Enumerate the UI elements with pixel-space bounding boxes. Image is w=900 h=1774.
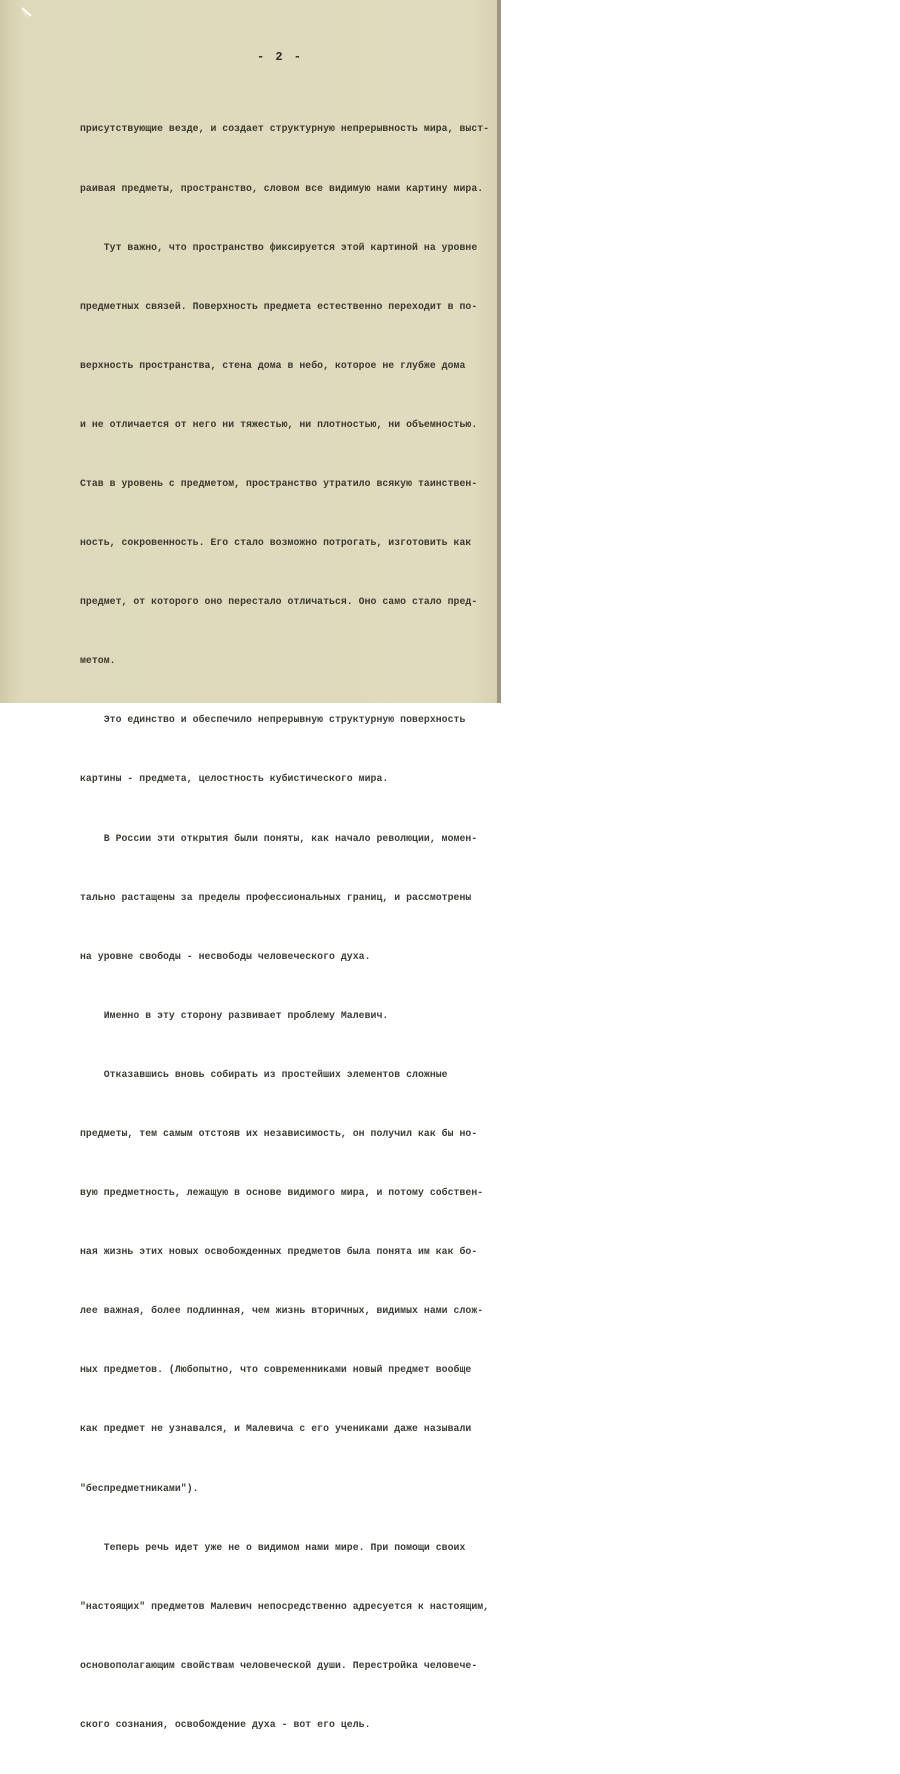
text-line: ная жизнь этих новых освобожденных предметов была понята им как бо- [80, 1246, 478, 1258]
text-line: "беспредметниками"). [80, 1482, 199, 1494]
text-line: присутствующие везде, и создает структурную непрерывность мира, выст- [80, 123, 490, 135]
text-line: предмет, от которого оно перестало отличаться. Оно само стало пред- [80, 596, 478, 608]
text-line: ского сознания, освобождение духа - вот его цель. [80, 1718, 371, 1730]
text-line: как предмет не узнавался, и Малевича с его учениками даже называли [80, 1423, 472, 1435]
text-line: Это единство и обеспечило непрерывную структурную поверхность [80, 714, 466, 726]
text-line: Став в уровень с предметом, пространство утратило всякую таинствен- [80, 477, 478, 489]
text-line: предметных связей. Поверхность предмета естественно переходит в по- [80, 300, 478, 312]
text-line: метом. [80, 655, 116, 667]
text-line: Тут важно, что пространство фиксируется этой картиной на уровне [80, 241, 478, 253]
text-line: Именно в эту сторону развивает проблему Малевич. [80, 1009, 389, 1021]
text-line: лее важная, более подлинная, чем жизнь вторичных, видимых нами слож- [80, 1305, 484, 1317]
paper-edge [497, 0, 501, 703]
text-line: тально растащены за пределы профессиональных границ, и рассмотрены [80, 891, 472, 903]
text-line: верхность пространства, стена дома в небо, которое не глубже дома [80, 359, 466, 371]
text-line: и не отличается от него ни тяжестью, ни плотностью, ни объемностью. [80, 418, 478, 430]
text-line: "настоящих" предметов Малевич непосредственно адресуется к настоящим, [80, 1600, 490, 1612]
page-number: - 2 - [256, 50, 303, 64]
text-line: Теперь речь идет уже не о видимом нами мире. При помощи своих [80, 1541, 466, 1553]
body-text [80, 80, 500, 1774]
text-line: основополагающим свойствам человеческой души. Перестройка человече- [80, 1659, 478, 1671]
text-line: предметы, тем самым отстояв их независимость, он получил как бы но- [80, 1128, 478, 1139]
text-line: вую предметность, лежащую в основе видимого мира, и потому собствен- [80, 1187, 484, 1199]
text-line: ность, сокровенность. Его стало возможно потрогать, изготовить как [80, 537, 472, 549]
text-line: картины - предмета, целостность кубистического мира. [80, 773, 389, 785]
text-line: ных предметов. (Любопытно, что современниками новый предмет вообще [80, 1364, 472, 1376]
text-line: раивая предметы, пространство, словом все видимую нами картину мира. [80, 182, 484, 194]
paper-corner-mark [20, 6, 34, 20]
text-line: Отказавшись вновь собирать из простейших элементов сложные [80, 1068, 448, 1080]
text-line: В России эти открытия были поняты, как начало революции, момен- [80, 832, 478, 844]
text-line: на уровне свободы - несвободы человеческого духа. [80, 950, 371, 962]
